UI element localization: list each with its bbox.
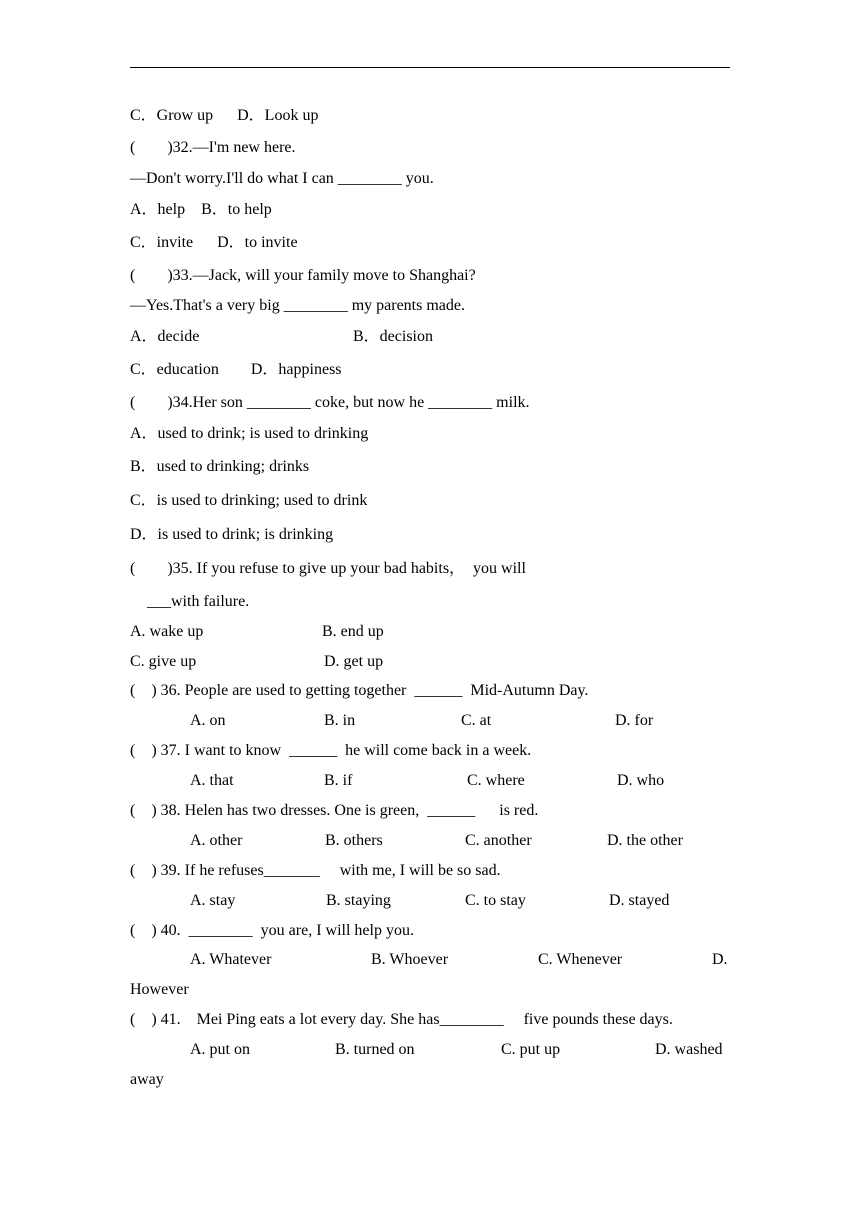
q35-option-d: D. get up: [324, 653, 384, 670]
q40-option-a: A. Whatever: [190, 951, 272, 968]
q32-question: ( )32.—I'm new here.: [130, 139, 296, 156]
q37-option-c: C. where: [467, 772, 525, 789]
q40-question: ( ) 40. ________ you are, I will help you.: [130, 922, 414, 939]
header-rule: [130, 67, 730, 68]
q35-option-a: A. wake up: [130, 623, 204, 640]
q38-option-d: D. the other: [607, 832, 683, 849]
q38-option-c: C. another: [465, 832, 532, 849]
q32-response: —Don't worry.I'll do what I can ________ you.: [130, 170, 434, 187]
q41-option-d-text: away: [130, 1071, 164, 1088]
q32-options-cd: C．invite D．to invite: [130, 234, 298, 251]
q37-option-b: B. if: [324, 772, 353, 789]
q36-option-a: A. on: [190, 712, 226, 729]
q39-option-c: C. to stay: [465, 892, 526, 909]
q41-option-b: B. turned on: [335, 1041, 415, 1058]
q39-option-d: D. stayed: [609, 892, 670, 909]
q33-options-cd: C．education D．happiness: [130, 361, 342, 378]
q39-question: ( ) 39. If he refuses_______ with me, I will be so sad.: [130, 862, 501, 879]
q41-option-c: C. put up: [501, 1041, 561, 1058]
q38-option-b: B. others: [325, 832, 383, 849]
q40-option-d-label: D.: [712, 951, 728, 968]
q41-question: ( ) 41. Mei Ping eats a lot every day. She has________ five pounds these days.: [130, 1011, 673, 1028]
q39-option-a: A. stay: [190, 892, 236, 909]
q34-question: ( )34.Her son ________ coke, but now he ________ milk.: [130, 394, 530, 411]
q38-question: ( ) 38. Helen has two dresses. One is green, ______ is red.: [130, 802, 539, 819]
q41-option-d-label: D. washed: [655, 1041, 723, 1058]
q33-question: ( )33.—Jack, will your family move to Shanghai?: [130, 267, 476, 284]
q41-option-a: A. put on: [190, 1041, 250, 1058]
q34-option-a: A．used to drink; is used to drinking: [130, 425, 369, 442]
q39-option-b: B. staying: [326, 892, 391, 909]
q40-option-d-text: However: [130, 981, 189, 998]
q36-option-c: C. at: [461, 712, 492, 729]
q33-option-a: A．decide: [130, 328, 200, 345]
q37-question: ( ) 37. I want to know ______ he will come back in a week.: [130, 742, 532, 759]
q35-question: ( )35. If you refuse to give up your bad habits， you will: [130, 560, 526, 577]
q34-option-d: D．is used to drink; is drinking: [130, 526, 334, 543]
q32-options-ab: A．help B．to help: [130, 201, 272, 218]
q35-option-b: B. end up: [322, 623, 384, 640]
q36-option-b: B. in: [324, 712, 356, 729]
q40-option-c: C. Whenever: [538, 951, 623, 968]
q36-question: ( ) 36. People are used to getting together ______ Mid-Autumn Day.: [130, 682, 589, 699]
q37-option-a: A. that: [190, 772, 234, 789]
q36-option-d: D. for: [615, 712, 654, 729]
q34-option-b: B．used to drinking; drinks: [130, 458, 310, 475]
q37-option-d: D. who: [617, 772, 665, 789]
q34-option-c: C．is used to drinking; used to drink: [130, 492, 368, 509]
q35-question-cont: ___with failure.: [147, 593, 250, 610]
q33-option-b: B．decision: [353, 328, 433, 345]
q35-option-c: C. give up: [130, 653, 197, 670]
q38-option-a: A. other: [190, 832, 243, 849]
q40-option-b: B. Whoever: [371, 951, 449, 968]
q33-response: —Yes.That's a very big ________ my parents made.: [130, 297, 465, 314]
q31-options-cd: C．Grow up D．Look up: [130, 107, 319, 124]
